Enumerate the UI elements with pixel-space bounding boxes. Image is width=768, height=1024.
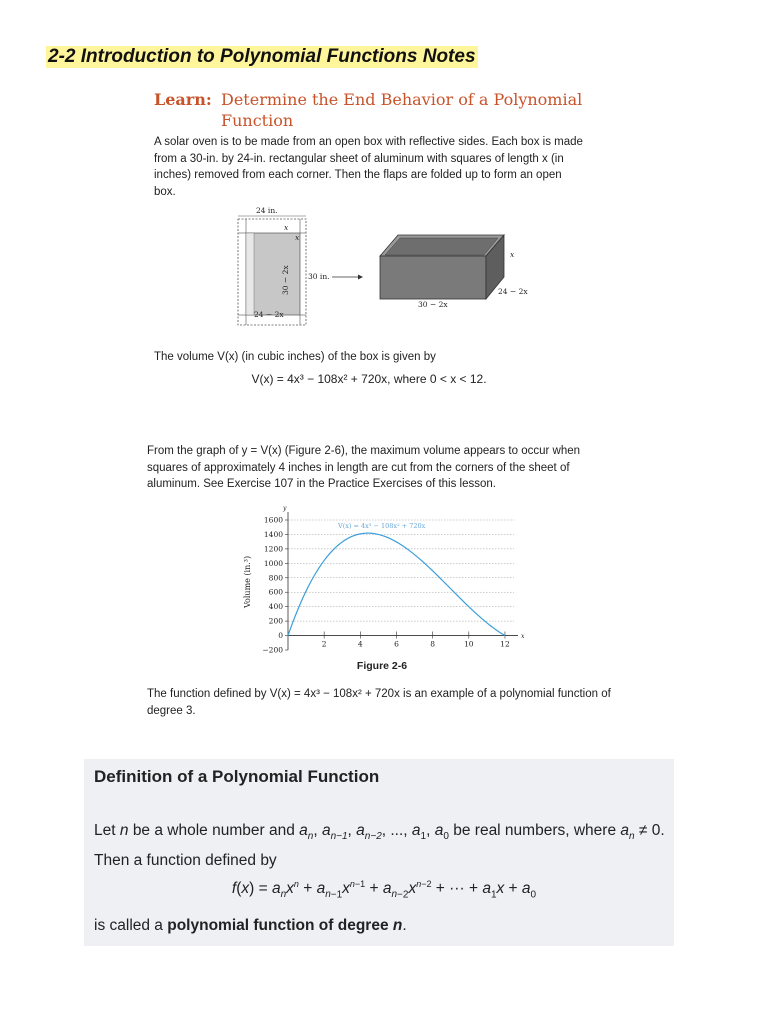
y-tick-label: 1200 — [263, 544, 283, 554]
y-axis-name: y — [283, 505, 287, 512]
degree-note-paragraph: The function defined by V(x) = 4x³ − 108x² + 720x is an example of a polynomial function of degree 3. — [147, 688, 611, 717]
definition-conclusion — [94, 917, 407, 935]
learn-label: Learn: — [154, 90, 212, 109]
learn-heading — [154, 89, 614, 131]
x-axis-name: x — [521, 633, 525, 640]
y-tick-labels — [262, 516, 283, 655]
n-var-bold: n — [392, 917, 403, 934]
y-tick-label: 0 — [278, 631, 283, 641]
box-side-label: 24 − 2x — [498, 287, 528, 296]
volume-equation: V(x) = 4x³ − 108x² + 720x, where 0 < x < 12. — [251, 372, 487, 386]
volume-intro: The volume V(x) (in cubic inches) of the box is given by — [154, 351, 436, 363]
y-tick-label: 1000 — [263, 558, 283, 568]
y-tick-label: −200 — [262, 645, 283, 655]
graph-note-paragraph: From the graph of y = V(x) (Figure 2-6), the maximum volume appears to occur when squares of approximately 4 inches in length are cut from the corners of the sheet of aluminum. See Exercise 107 in the Practice Exercises of this lesson. — [147, 445, 581, 490]
box-front-label: 30 − 2x — [418, 300, 448, 309]
y-tick-label: 400 — [268, 602, 283, 612]
x-tick-label: 4 — [357, 639, 363, 649]
box-construction-figure — [222, 203, 582, 341]
y-tick-label: 1400 — [263, 529, 283, 539]
sheet-height-label: 30 in. — [308, 272, 330, 281]
called-text: is called a — [94, 917, 163, 934]
x-tick-labels — [322, 640, 510, 649]
polynomial-formula: $f(x) = a_nx^n + a_{n-1}x^{n-1} + a_{n-2}x^{n-2}$ + ··· + $a_1x + a_0$ — [231, 879, 537, 901]
period: . — [402, 917, 407, 934]
y-tick-label: 200 — [268, 616, 283, 626]
be-whole-text: be a whole number and — [132, 822, 295, 839]
x-tick-label: 6 — [394, 639, 399, 649]
inner-bottom-label: 24 − 2x — [254, 310, 284, 319]
then-text: . Then a function defined by — [94, 822, 665, 870]
solar-oven-paragraph: A solar oven is to be made from an open box with reflective sides. Each box is made from a 30-in. by 24-in. rectangular sheet of aluminum with squares of length x (in inches) removed from each corner. Then the flaps are folded up to form an open box. — [154, 136, 583, 198]
x-tick-label: 12 — [500, 639, 510, 649]
x-tick-label: 2 — [321, 639, 327, 649]
y-tick-label: 1600 — [263, 515, 283, 525]
let-text: Let — [94, 822, 116, 839]
y-tick-label: 600 — [268, 587, 283, 597]
bold-term: polynomial function of degree — [167, 917, 389, 934]
learn-heading-text: Determine the End Behavior of a Polynomial Function — [221, 90, 583, 130]
box-front-face — [380, 256, 486, 299]
n-var: n — [119, 822, 129, 839]
definition-body: Let n be a whole number and $a_n$, $a_{n-1}$, $a_{n-2}$, ..., $a_1$, $a_0$ be real numbers, where $a_n \ne 0$. Then a function defined by — [94, 822, 665, 870]
page-title: 2-2 Introduction to Polynomial Functions Notes — [48, 46, 476, 67]
figure-caption: Figure 2-6 — [356, 660, 408, 672]
x-tick-label: 10 — [464, 639, 474, 649]
real-where-text: be real numbers, where — [453, 822, 617, 839]
chart-grid — [288, 520, 514, 621]
volume-curve — [288, 533, 505, 635]
inner-vertical-label: 30 − 2x — [281, 265, 290, 295]
y-axis-label: Volume (in.³) — [243, 555, 252, 608]
chart-axes — [285, 512, 518, 650]
definition-title: Definition of a Polynomial Function — [94, 767, 380, 786]
x-tick-label: 8 — [430, 639, 436, 649]
volume-chart — [228, 500, 538, 660]
chart-title: V(x) = 4x³ − 108x² + 720x — [338, 522, 426, 530]
y-tick-label: 800 — [268, 573, 283, 583]
box-height-label: x — [510, 250, 515, 259]
corner-x-label: x — [284, 223, 289, 232]
corner-x-label-2: x — [295, 233, 300, 242]
sheet-width-label: 24 in. — [256, 206, 278, 215]
